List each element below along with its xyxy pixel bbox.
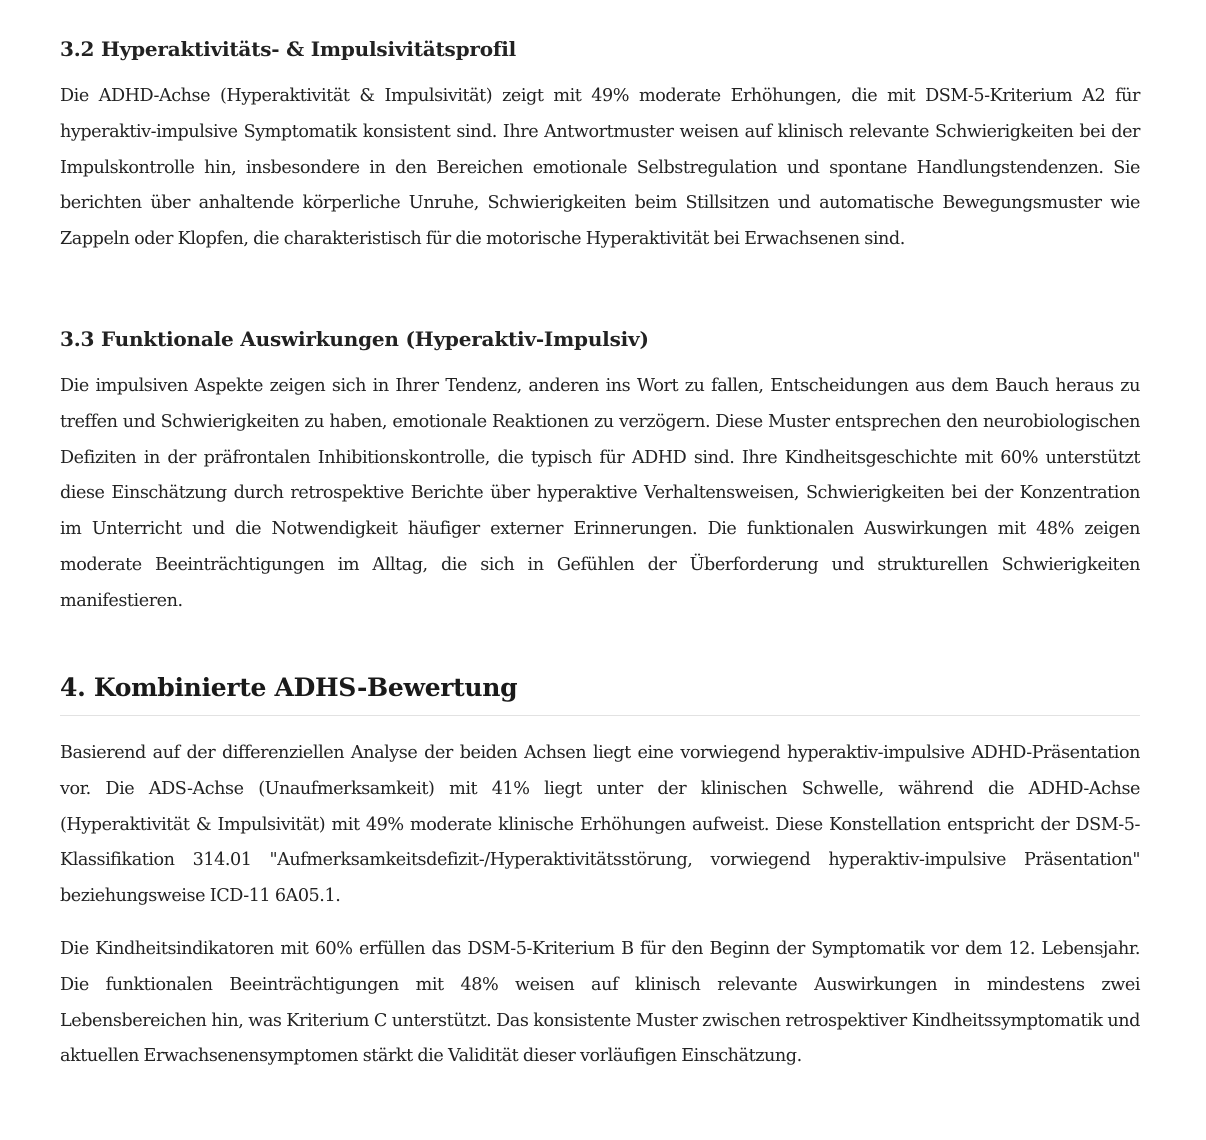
section-paragraph-4-second: Die Kindheitsindikatoren mit 60% erfüllen das DSM-5-Kriterium B für den Beginn der Symptomatik vor dem 12. Lebensjahr. Die funktionalen Beeinträchtigungen mit 48% weisen auf klinisch relevante Auswirkungen in mindestens zwei Lebensbereichen hin, was Kriterium C unterstützt. Das konsistente Muster zwischen retrospektiver Kindheitssymptomatik und aktuellen Erwachsenensymptomen stärkt die Validität dieser vorläufigen Einschätzung. <box>60 939 1140 1067</box>
section-heading-4: 4. Kombinierte ADHS-Bewertung <box>60 673 518 702</box>
section-paragraph-3-2: Die ADHD-Achse (Hyperaktivität & Impulsivität) zeigt mit 49% moderate Erhöhungen, die mit DSM-5-Kriterium A2 für hyperaktiv-impulsive Symptomatik konsistent sind. Ihre Antwortmuster weisen auf klinisch relevante Schwierigkeiten bei der Impulskontrolle hin, insbesondere in den Bereichen emotionale Selbstregulation und spontane Handlungstendenzen. Sie berichten über anhaltende körperliche Unruhe, Schwierigkeiten beim Stillsitzen und automatische Bewegungsmuster wie Zappeln oder Klopfen, die charakteristisch für die motorische Hyperaktivität bei Erwachsenen sind. <box>60 86 1140 250</box>
section-heading-3-3: 3.3 Funktionale Auswirkungen (Hyperaktiv-Impulsiv) <box>60 327 649 351</box>
section-paragraph-4-first: Basierend auf der differenziellen Analyse der beiden Achsen liegt eine vorwiegend hyperaktiv-impulsive ADHD-Präsentation vor. Die ADS-Achse (Unaufmerksamkeit) mit 41% liegt unter der klinischen Schwelle, während die ADHD-Achse (Hyperaktivität & Impulsivität) mit 49% moderate klinische Erhöhungen aufweist. Diese Konstellation entspricht der DSM-5-Klassifikation 314.01 "Aufmerksamkeitsdefizit-/Hyperaktivitätsstörung, vorwiegend hyperaktiv-impulsive Präsentation" beziehungsweise ICD-11 6A05.1. <box>60 743 1140 907</box>
section-divider <box>60 715 1140 716</box>
section-paragraph-3-3: Die impulsiven Aspekte zeigen sich in Ihrer Tendenz, anderen ins Wort zu fallen, Entscheidungen aus dem Bauch heraus zu treffen und Schwierigkeiten zu haben, emotionale Reaktionen zu verzögern. Diese Muster entsprechen den neurobiologischen Defiziten in der präfrontalen Inhibitionskontrolle, die typisch für ADHD sind. Ihre Kindheitsgeschichte mit 60% unterstützt diese Einschätzung durch retrospektive Berichte über hyperaktive Verhaltensweisen, Schwierigkeiten bei der Konzentration im Unterricht und die Notwendigkeit häufiger externer Erinnerungen. Die funktionalen Auswirkungen mit 48% zeigen moderate Beeinträchtigungen im Alltag, die sich in Gefühlen der Überforderung und strukturellen Schwierigkeiten manifestieren. <box>60 376 1140 611</box>
section-heading-3-2: 3.2 Hyperaktivitäts- & Impulsivitätsprofil <box>60 37 517 61</box>
